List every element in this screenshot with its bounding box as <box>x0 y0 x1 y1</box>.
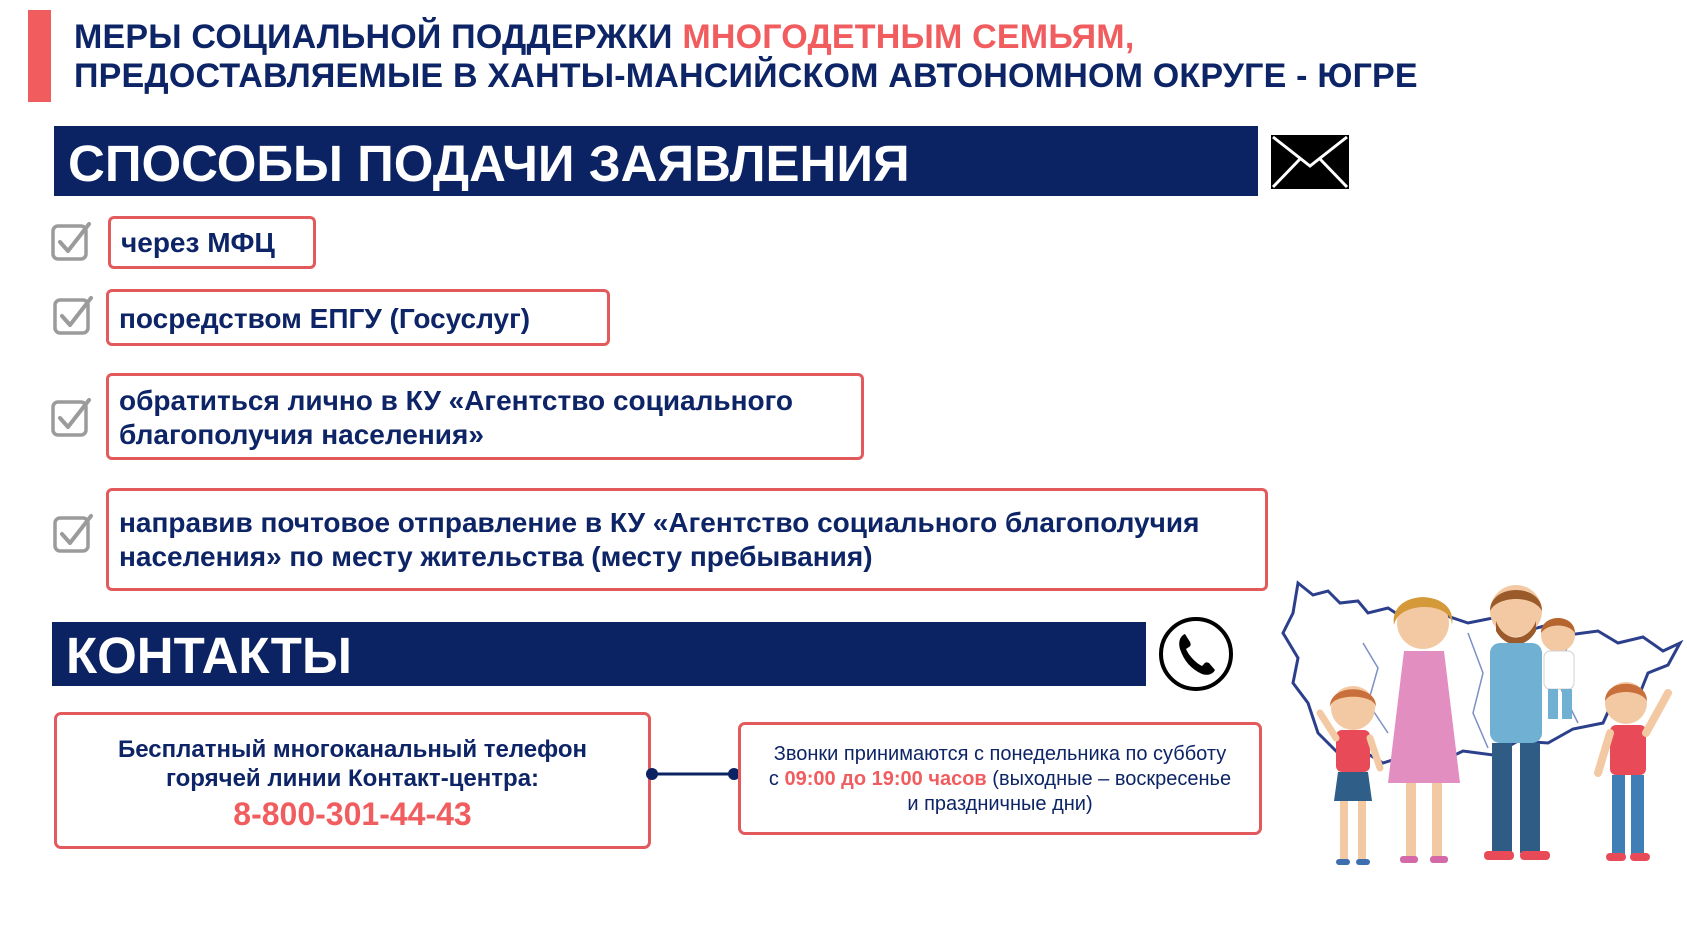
option-text-line2: благополучия населения» <box>119 419 484 450</box>
phone-icon <box>1158 616 1234 692</box>
title-highlight: МНОГОДЕТНЫМ СЕМЬЯМ, <box>682 18 1135 56</box>
page-title <box>74 18 1418 96</box>
option-in-person <box>106 373 864 460</box>
checkbox-checked-icon <box>52 294 94 336</box>
option-mfc <box>108 216 316 269</box>
hotline-line1: Бесплатный многоканальный телефон <box>118 736 587 763</box>
title-line2: ПРЕДОСТАВЛЯЕМЫЕ В ХАНТЫ-МАНСИЙСКОМ АВТОНОМНОМ ОКРУГЕ - ЮГРЕ <box>74 57 1418 95</box>
checkbox-checked-icon <box>52 512 94 554</box>
family-illustration <box>1268 573 1687 913</box>
contacts-section-header <box>52 622 1146 686</box>
option-mail <box>106 488 1268 591</box>
checkbox-checked-icon <box>50 396 92 438</box>
submission-section-header <box>54 126 1258 196</box>
hours-line1: Звонки принимаются с понедельника по субботу <box>773 743 1227 765</box>
option-text-line1: направив почтовое отправление в КУ «Агентство социального благополучия <box>119 507 1200 538</box>
envelope-icon <box>1270 134 1350 190</box>
option-text-line2: населения» по месту жительства (месту пребывания) <box>119 541 873 572</box>
option-epgu <box>106 289 610 346</box>
hotline-box <box>54 712 651 849</box>
submission-section-title: СПОСОБЫ ПОДАЧИ ЗАЯВЛЕНИЯ <box>68 135 910 192</box>
hours-suffix: (выходные – воскресенье <box>986 768 1232 790</box>
option-text: через МФЦ <box>121 227 275 258</box>
hours-line3: и праздничные дни) <box>907 793 1093 815</box>
hours-box <box>738 722 1262 835</box>
title-part1: МЕРЫ СОЦИАЛЬНОЙ ПОДДЕРЖКИ <box>74 18 683 56</box>
option-text: посредством ЕПГУ (Госуслуг) <box>119 303 531 334</box>
connector-line <box>646 767 740 781</box>
hours-time: 09:00 до 19:00 часов <box>784 768 987 790</box>
hours-prefix: с <box>768 768 785 790</box>
checkbox-checked-icon <box>50 220 92 262</box>
option-text-line1: обратиться лично в КУ «Агентство социального <box>119 385 794 416</box>
hotline-phone-number[interactable]: 8-800-301-44-43 <box>233 796 472 832</box>
hotline-line2: горячей линии Контакт-центра: <box>165 765 540 792</box>
title-accent-bar <box>28 10 51 102</box>
contacts-section-title: КОНТАКТЫ <box>66 627 352 684</box>
hotline-description <box>57 735 648 793</box>
